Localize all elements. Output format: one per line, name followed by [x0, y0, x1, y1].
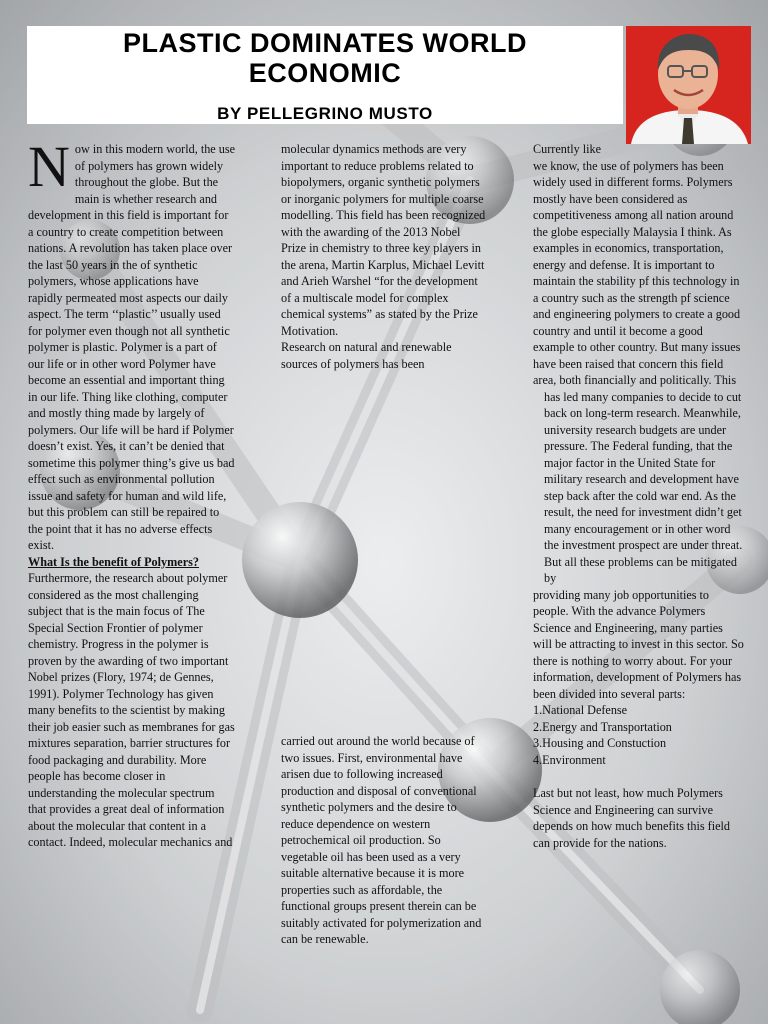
article-title	[27, 26, 623, 88]
column-3-indented-paragraph: has led many companies to decide to cut back on long-term research. Meanwhile, university research budgets are under pressure. The Federal funding, that the major factor in the United State for military research and development have step back after the cold war end. As the result, the need for investment didn’t get many encouragement or in other word the investment prospect are under threat. But all these problems can be mitigated by	[544, 389, 743, 585]
column-2-paragraph-2: Research on natural and renewable sources of polymers has been	[281, 340, 452, 371]
column-1	[28, 134, 236, 851]
column-2-paragraph-3: carried out around the world because of two issues. First, environmental have arisen due to following increased production and disposal of conventional synthetic polymers and the desire to reduce dependence on western petrochemical oil production. So vegetable oil has been used as a very suitable alternative because it is more properties such as affordable, the functional groups present therein can be suitably activated for polymerization and can be renewable.	[281, 734, 482, 946]
article-header	[27, 26, 623, 124]
author-photo	[626, 26, 751, 144]
list-item: 1.National Defense	[533, 703, 628, 717]
drop-cap: N	[28, 134, 70, 199]
column-3-paragraph-1: we know, the use of polymers has been widely used in different forms. Polymers mostly have been considered as competitiveness among all nation around the globe especially Malaysia I think. As examples in economics, transportation, energy and defense. It is important to maintain the stability pf this technology in a country such as the strength pf science and engineering polymers to create a good country and until it become a good example to other country. But many issues have been raised that concern this field area, both financially and politically. This	[533, 158, 741, 387]
column-2-lower	[281, 733, 488, 948]
column-3	[533, 141, 744, 851]
section-subheading: What Is the benefit of Polymers?	[28, 554, 199, 569]
byline: BY PELLEGRINO MUSTO	[217, 104, 433, 123]
column-2-paragraph-1: molecular dynamics methods are very important to reduce problems related to biopolymers, organic synthetic polymers or inorganic polymers for multiple coarse modelling. This field has been recognized with the awarding of the 2013 Nobel Prize in chemistry to three key players in the arena, Martin Karplus, Michael Levitt and Arieh Warshel “for the development of a multiscale model for complex chemical systems” as stated by the Prize Motivation.	[281, 142, 486, 338]
column-3-paragraph-2: providing many job opportunities to people. With the advance Polymers Science and Engineering, many parties will be attracting to invest in this sector. So there is nothing to worry about. For your information, development of Polymers has been divided into several parts:	[533, 587, 744, 701]
intro-text: ow in this modern world, the use of polymers has grown widely throughout the globe. But the main is whether research and development in this field is important for a country to create competition between nations. A revolution has taken place over the last 50 years in the of synthetic polymers, whose applications have rapidly permeated most aspects our daily aspect. The term ‘‘plastic’’ usually used for polymer even though not all synthetic polymer is plastic. Polymer is a part of our life or in other word Polymer have become an essential and important thing in our life. Thing like clothing, computer and mostly thing made by largely of polymers. Our life will be hard if Polymer doesn’t exist. Yes, it can’t be denied that sometime this polymer thing’s give us bad effect such as environmental pollution issue and safety for human and wild life, but this problem can still be repaired to the point that it has no adverse effects exist.	[28, 142, 236, 552]
column-1-paragraph-2: Furthermore, the research about polymer considered as the most challenging subject that is the main focus of The Special Section Frontier of polymer chemistry. Progress in the polymer is proven by the awarding of two important Nobel prizes (Flory, 1974; de Gennes, 1991). Polymer Technology has given many benefits to the scientist by making their job easier such as membranes for gas mixtures separation, barrier structures for food packaging and durability. More people has become closer in understanding the molecular spectrum that provides a great deal of information about the molecular that content in a contact. Indeed, molecular mechanics and	[28, 571, 235, 849]
title-line-1: PLASTIC DOMINATES WORLD	[123, 28, 527, 58]
list-item: 2.Energy and Transportation	[533, 719, 672, 734]
intro-paragraph	[28, 134, 236, 554]
title-line-2: ECONOMIC	[248, 58, 402, 88]
list-item: 4.Environment	[533, 752, 606, 767]
column-2	[281, 141, 488, 372]
list-item: 3.Housing and Constuction	[533, 736, 667, 750]
sectors-list	[533, 702, 744, 768]
column-3-paragraph-3: Last but not least, how much Polymers Science and Engineering can survive depends on how much benefits this field can provide for the nations.	[533, 786, 730, 850]
column-3-line-1: Currently like	[533, 142, 602, 156]
